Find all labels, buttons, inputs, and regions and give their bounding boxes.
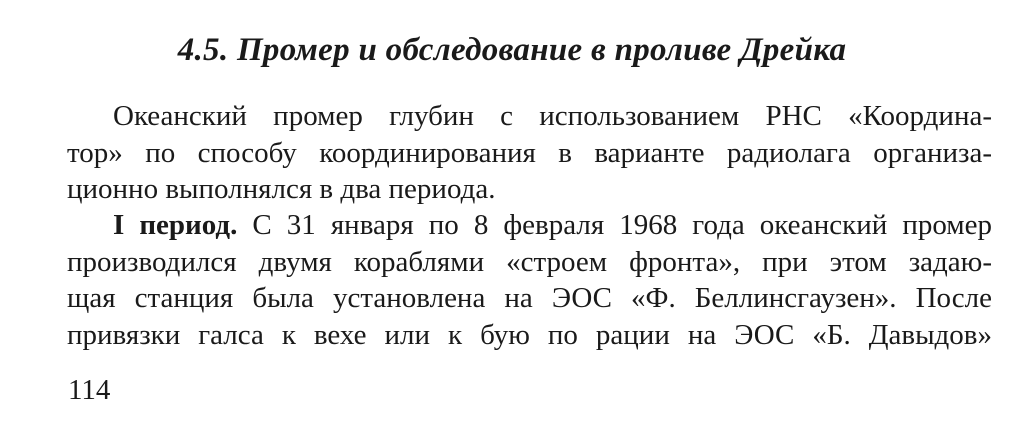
text-line: тор» по способу координирования в варианте радиолага организа- xyxy=(67,136,992,169)
text-line: производился двумя кораблями «строем фронта», при этом задаю- xyxy=(67,245,992,278)
page-number: 114 xyxy=(68,374,111,406)
paragraph-period-1 xyxy=(67,207,992,353)
paragraph-intro xyxy=(67,98,992,208)
text-line: ционно выполнялся в два периода. xyxy=(67,173,496,205)
text-line-with-lead xyxy=(67,207,992,244)
section-heading: 4.5. Промер и обследование в проливе Дрейка xyxy=(177,32,847,68)
text-line: щая станция была установлена на ЭОС «Ф. Беллинсгаузен». После xyxy=(67,282,992,314)
text-line: привязки галса к вехе или к бую по рации на ЭОС «Б. Давыдов» xyxy=(67,318,992,351)
period-label: I период. xyxy=(113,209,238,241)
text-line: Океанский промер глубин с использованием РНС «Координа- xyxy=(113,100,992,132)
text-line-rest: С 31 января по 8 февраля 1968 года океанский промер xyxy=(252,209,993,241)
